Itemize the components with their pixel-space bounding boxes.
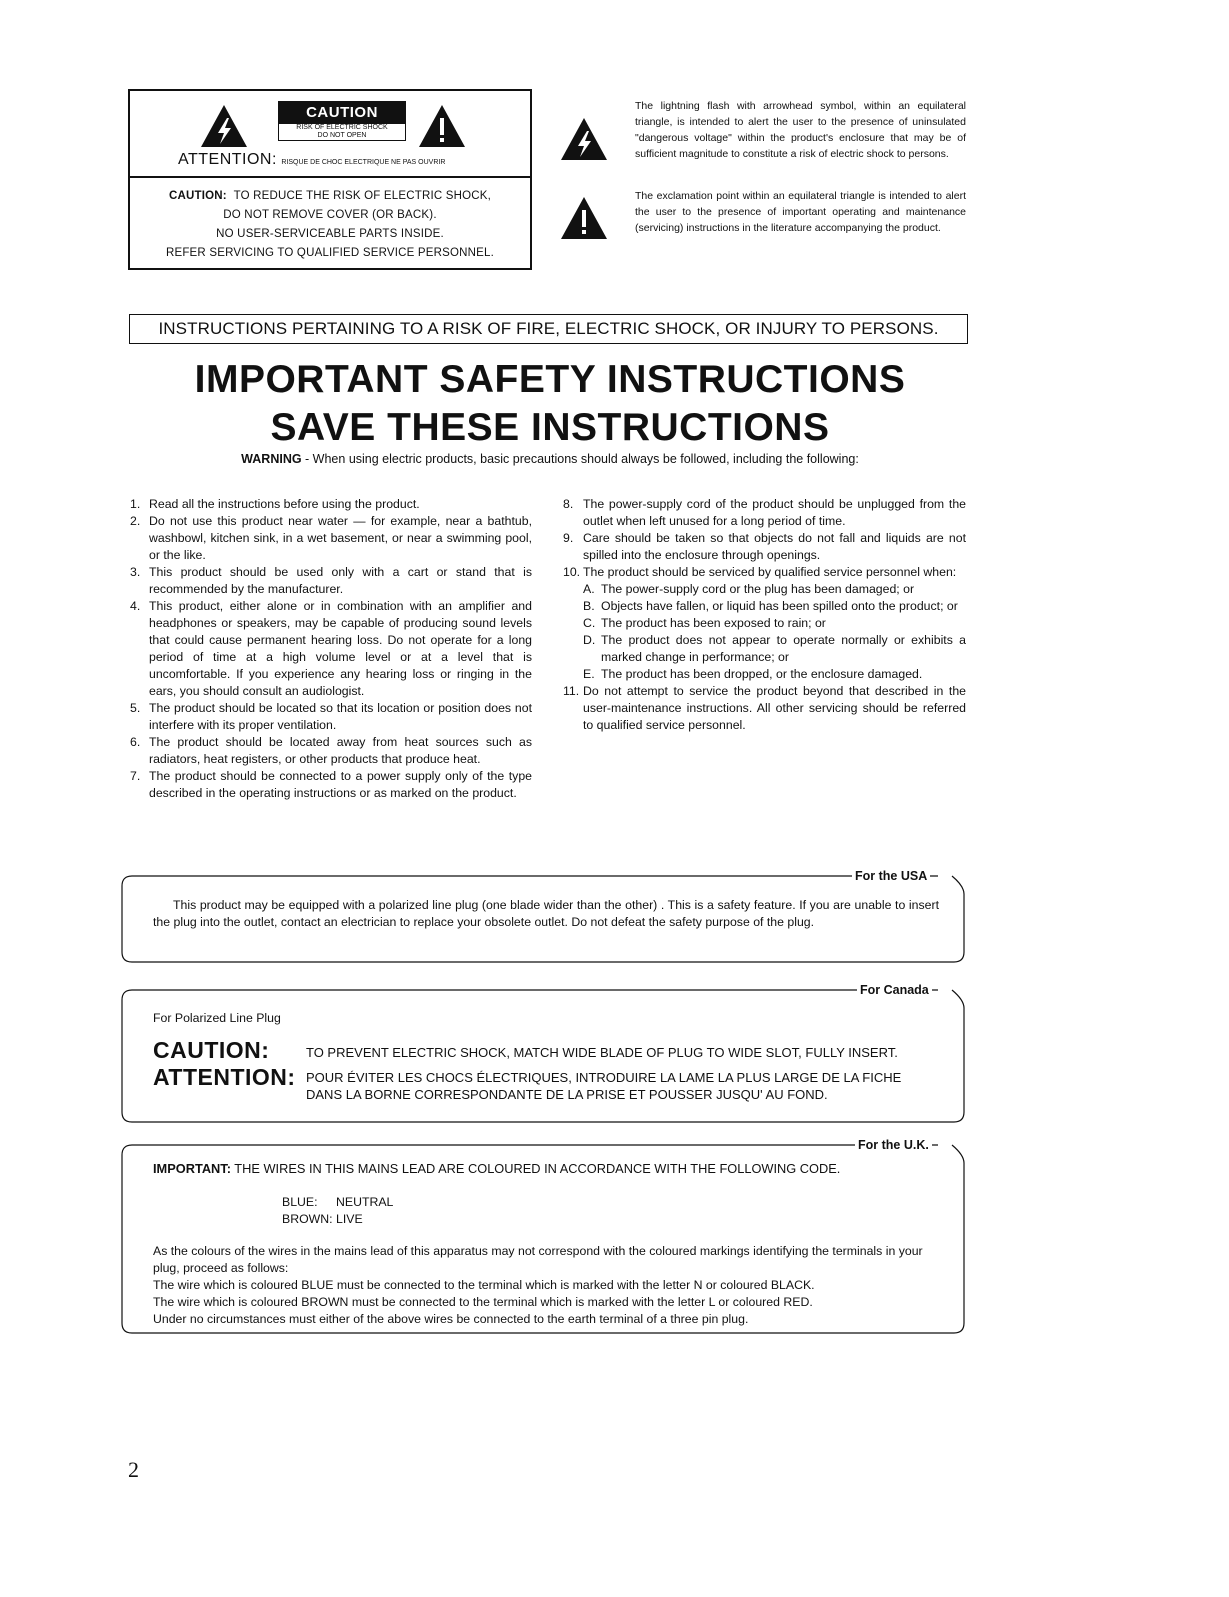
list-item bbox=[563, 683, 966, 734]
sub-item-text: Objects have fallen, or liquid has been spilled onto the product; or bbox=[601, 599, 958, 613]
list-item bbox=[130, 513, 532, 564]
uk-brown-key: BROWN: bbox=[282, 1212, 333, 1226]
caution-label-subtitle bbox=[279, 124, 405, 140]
uk-paragraph-4: Under no circumstances must either of the above wires be connected to the earth terminal of a three pin plug. bbox=[153, 1312, 749, 1326]
sub-list-item bbox=[583, 581, 966, 598]
sub-item-text: The power-supply cord or the plug has been damaged; or bbox=[601, 582, 915, 596]
canada-label: For Canada bbox=[857, 983, 932, 997]
list-item-text: Do not attempt to service the product beyond that described in the user-maintenance instructions. All other servicing should be referred to qualified service personnel. bbox=[583, 684, 966, 732]
caution-label-title: CAUTION bbox=[279, 102, 405, 124]
caution-line-2: DO NOT REMOVE COVER (OR BACK). bbox=[223, 209, 437, 221]
uk-important-label: IMPORTANT: bbox=[153, 1161, 231, 1176]
list-item-text: Read all the instructions before using the product. bbox=[149, 497, 420, 511]
caution-line-1-text: TO REDUCE THE RISK OF ELECTRIC SHOCK, bbox=[233, 190, 492, 202]
usa-text: This product may be equipped with a polarized line plug (one blade wider than the other) . This is a safety feature. If you are unable to insert the plug into the outlet, contact an electrician to replace your obsolete outlet. Do not defeat the safety purpose of the plug. bbox=[153, 898, 939, 929]
canada-caution-word: CAUTION: bbox=[153, 1037, 270, 1063]
list-item-text: The power-supply cord of the product should be unplugged from the outlet when left unused for a long period of time. bbox=[583, 497, 966, 528]
sub-item-text: The product has been dropped, or the enclosure damaged. bbox=[601, 667, 923, 681]
caution-line-3: NO USER-SERVICEABLE PARTS INSIDE. bbox=[216, 228, 444, 240]
list-item-number: 6. bbox=[130, 735, 141, 749]
lightning-warning-icon bbox=[200, 104, 248, 148]
uk-paragraph-3: The wire which is coloured BROWN must be connected to the terminal which is marked with the letter L or coloured RED. bbox=[153, 1295, 813, 1309]
lightning-symbol-description: The lightning flash with arrowhead symbol, within an equilateral triangle, is intended to alert the user to the presence of uninsulated "dangerous voltage" within the product's enclosure that may be of sufficient magnitude to constitute a risk of electric shock to persons. bbox=[635, 100, 966, 160]
instructions-left-column bbox=[130, 496, 532, 802]
list-item-number: 8. bbox=[563, 497, 574, 511]
instructions-right-column bbox=[563, 496, 966, 734]
caution-box bbox=[128, 89, 532, 270]
canada-caution-text: TO PREVENT ELECTRIC SHOCK, MATCH WIDE BLADE OF PLUG TO WIDE SLOT, FULLY INSERT. bbox=[306, 1045, 898, 1060]
sub-item-letter: A. bbox=[583, 582, 595, 596]
uk-important-line bbox=[153, 1160, 840, 1177]
risk-heading-box: INSTRUCTIONS PERTAINING TO A RISK OF FIRE, ELECTRIC SHOCK, OR INJURY TO PERSONS. bbox=[129, 314, 968, 344]
warning-line bbox=[0, 452, 1100, 466]
list-item bbox=[563, 564, 966, 581]
canada-attention-word: ATTENTION: bbox=[153, 1064, 296, 1090]
sub-item-letter: E. bbox=[583, 667, 595, 681]
uk-paragraph bbox=[153, 1243, 939, 1328]
uk-paragraph-1: As the colours of the wires in the mains lead of this apparatus may not correspond with the coloured markings identifying the terminals in your plug, proceed as follows: bbox=[153, 1244, 923, 1275]
list-item-number: 4. bbox=[130, 599, 141, 613]
list-item-text: The product should be located so that its location or position does not interfere with its proper ventilation. bbox=[149, 701, 532, 732]
list-item bbox=[563, 496, 966, 530]
list-item bbox=[130, 496, 532, 513]
list-item bbox=[130, 700, 532, 734]
exclamation-warning-icon bbox=[418, 104, 466, 148]
uk-blue-key: BLUE: bbox=[282, 1195, 318, 1209]
sub-item-text: The product has been exposed to rain; or bbox=[601, 616, 826, 630]
list-item-number: 11. bbox=[563, 684, 580, 698]
attention-text: RISQUE DE CHOC ELECTRIQUE NE PAS OUVRIR bbox=[281, 159, 446, 166]
caution-line-4: REFER SERVICING TO QUALIFIED SERVICE PERSONNEL. bbox=[165, 247, 495, 259]
sub-list-item bbox=[583, 666, 966, 683]
list-item-number: 10. bbox=[563, 565, 581, 579]
list-item-text: Do not use this product near water — for example, near a bathtub, washbowl, kitchen sink, in a wet basement, or near a swimming pool, or the like. bbox=[149, 514, 532, 562]
caution-label-sub1: RISK OF ELECTRIC SHOCK bbox=[296, 124, 388, 131]
uk-label: For the U.K. bbox=[855, 1138, 932, 1152]
canada-intro: For Polarized Line Plug bbox=[153, 1011, 281, 1025]
canada-attention-text-2: DANS LA BORNE CORRESPONDANTE DE LA PRISE ET POUSSER JUSQU' AU FOND. bbox=[306, 1087, 828, 1102]
list-item-text: The product should be located away from heat sources such as radiators, heat registers, or other products that produce heat. bbox=[149, 735, 532, 766]
sub-item-letter: B. bbox=[583, 599, 595, 613]
list-item bbox=[130, 734, 532, 768]
list-item-text: Care should be taken so that objects do not fall and liquids are not spilled into the enclosure through openings. bbox=[583, 531, 966, 562]
exclamation-symbol-description: The exclamation point within an equilateral triangle is intended to alert the user to the presence of important operating and maintenance (servicing) instructions in the literature accompanying the product. bbox=[635, 190, 966, 234]
caution-line-1-bold: CAUTION: bbox=[168, 190, 227, 202]
sub-item-letter: D. bbox=[583, 633, 596, 647]
list-item bbox=[563, 530, 966, 564]
title-save-instructions: SAVE THESE INSTRUCTIONS bbox=[270, 406, 830, 449]
title-important-safety: IMPORTANT SAFETY INSTRUCTIONS bbox=[194, 358, 906, 401]
list-item-number: 9. bbox=[563, 531, 574, 545]
sub-item-text: The product does not appear to operate normally or exhibits a marked change in performance; or bbox=[601, 633, 966, 664]
sub-list-item bbox=[583, 615, 966, 632]
attention-word: ATTENTION: bbox=[178, 151, 277, 168]
list-item-text: The product should be connected to a power supply only of the type described in the operating instructions or as marked on the product. bbox=[149, 769, 532, 800]
uk-paragraph-2: The wire which is coloured BLUE must be connected to the terminal which is marked with the letter N or coloured BLACK. bbox=[153, 1278, 815, 1292]
list-item-number: 2. bbox=[130, 514, 141, 528]
warning-label: WARNING bbox=[241, 452, 302, 466]
sub-item-letter: C. bbox=[583, 616, 596, 630]
uk-important-text: THE WIRES IN THIS MAINS LEAD ARE COLOURED IN ACCORDANCE WITH THE FOLLOWING CODE. bbox=[230, 1161, 841, 1176]
warning-text: - When using electric products, basic precautions should always be followed, including the following: bbox=[301, 452, 859, 466]
usa-label: For the USA bbox=[852, 869, 930, 883]
list-item-number: 7. bbox=[130, 769, 141, 783]
list-item bbox=[130, 598, 532, 700]
sub-list-item bbox=[583, 632, 966, 666]
list-item bbox=[130, 564, 532, 598]
page-number: 2 bbox=[128, 1457, 139, 1482]
uk-brown-value: LIVE bbox=[336, 1212, 363, 1226]
sub-list-item bbox=[583, 598, 966, 615]
caution-label-sub2: DO NOT OPEN bbox=[317, 132, 367, 139]
list-item-text: This product should be used only with a cart or stand that is recommended by the manufacturer. bbox=[149, 565, 532, 596]
sub-list bbox=[563, 581, 966, 683]
caution-line-1 bbox=[130, 187, 530, 206]
list-item-text: The product should be serviced by qualified service personnel when: bbox=[583, 565, 957, 579]
exclamation-symbol-icon bbox=[560, 196, 608, 240]
caution-box-body bbox=[130, 178, 530, 263]
uk-blue-value: NEUTRAL bbox=[336, 1195, 394, 1209]
lightning-symbol-icon bbox=[560, 117, 608, 161]
canada-attention-text-1: POUR ÉVITER LES CHOCS ÉLECTRIQUES, INTRODUIRE LA LAME LA PLUS LARGE DE LA FICHE bbox=[306, 1070, 902, 1085]
list-item bbox=[130, 768, 532, 802]
list-item-number: 1. bbox=[130, 497, 141, 511]
caution-label bbox=[278, 101, 406, 141]
list-item-text: This product, either alone or in combination with an amplifier and headphones or speakers, may be capable of producing sound levels that could cause permanent hearing loss. Do not operate for a long period of time at a high volume level or at a level that is uncomfortable. If you experience any hearing loss or ringing in the ears, you should consult an audiologist. bbox=[149, 599, 532, 698]
list-item-number: 3. bbox=[130, 565, 141, 579]
attention-line bbox=[178, 151, 445, 169]
caution-box-header bbox=[130, 91, 530, 178]
list-item-number: 5. bbox=[130, 701, 141, 715]
